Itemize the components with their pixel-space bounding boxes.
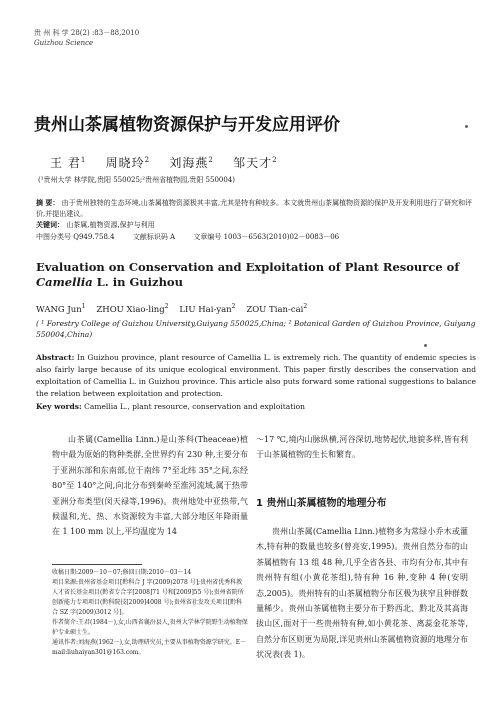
keywords-label: Key words: bbox=[36, 402, 82, 411]
footnote-funding: 项目来源:贵州省基金项目[黔科合 J 字(2009)2078 号];贵州省优秀科教人才省长基金项目(黔省专合字[2008]71 号和[2009]55 号);贵州省院所创新能力专项项目(黔科院技[2009]4008 号);贵州省社发攻关项目[黔科合 SZ 字(2009)3012 号]。 bbox=[52, 579, 244, 616]
author-name: WANG Jun bbox=[36, 304, 82, 315]
chinese-keywords bbox=[36, 220, 155, 230]
keywords-label: 关键词： bbox=[36, 220, 64, 229]
author-name: 王 君 bbox=[50, 156, 81, 170]
chinese-authors: 王 君$^1$ 周晓玲$^2$ 刘海燕$^2$ 邹天才$^2$ bbox=[50, 156, 278, 170]
english-affiliation: ( ¹ Forestry College of Guizhou University,Guiyang 550025,China; ² Botanical Garden of Guizhou Province, Guiyang 550004,China) bbox=[36, 319, 476, 339]
body-left-column: 山茶属(Camellia Linn.)是山茶科(Theaceae)植物中最为原始的物种类群,全世界约有 230 种,主要分布于亚洲东部和东南部,位于南纬 7°至北纬 35°之间,东经 80°至 140°之间,向北分布到秦岭至淮河流域,属于热带亚洲分布类型(闵天禄等,1996)。贵州地处中亚热带,气候温和,光、热、水资源较为丰富,大部分地区年降雨量在 1 100 mm 以上,平均温度为 14 bbox=[52, 435, 248, 537]
footnote-rule bbox=[52, 564, 142, 565]
article-number: 文章编号 1003－6563(2010)02－0083－06 bbox=[193, 233, 340, 241]
chinese-title: 贵州山茶属植物资源保护与开发应用评价 bbox=[34, 115, 340, 135]
footnote-author: 作者简介:王君(1984－),女,山西省襄汾县人,贵州大学林学院野生动植物保护专业硕士生。 bbox=[52, 619, 248, 636]
english-keywords bbox=[36, 402, 305, 411]
section-heading: 1 贵州山茶属植物的地理分布 bbox=[256, 498, 387, 509]
english-authors: WANG Jun$^1$ ZHOU Xiao-ling$^2$ LIU Hai-yan$^2$ ZOU Tian-cai$^2$ bbox=[36, 303, 308, 315]
keywords-text: Camellia L., plant resource, conservation and exploitation bbox=[84, 402, 305, 411]
journal-header bbox=[34, 28, 139, 48]
author-name: 刘海燕 bbox=[169, 156, 209, 170]
author-name: LIU Hai-yan bbox=[179, 304, 232, 315]
classification-line bbox=[36, 232, 355, 242]
author-name: 周晓玲 bbox=[105, 156, 145, 170]
author-name: 邹天才 bbox=[233, 156, 273, 170]
footnote-correspondence: 通讯作者:刘海燕(1962－),女,助理研究员,主要从事植物资源学研究。E－mail:liuhaiyan301@163.com。 bbox=[52, 639, 247, 656]
journal-english-name: Guizhou Science bbox=[34, 39, 94, 47]
chinese-affiliation: (¹贵州大学 林学院,贵阳 550025;²贵州省植物园,贵阳 550004) bbox=[38, 176, 236, 184]
english-abstract bbox=[36, 352, 476, 400]
author-name: ZOU Tian-cai bbox=[246, 304, 304, 315]
keywords-text: 山茶属,植物资源,保护与利用 bbox=[66, 221, 155, 229]
body-right-column-top: ～17 ℃,境内山脉纵横,河谷深切,地势起伏,地貌多样,皆有利于山茶属植物的生长和繁育。 bbox=[256, 435, 468, 460]
margin-dot bbox=[465, 125, 468, 128]
journal-volume-line: 贵 州 科 学 28(2) :83－88,2010 bbox=[34, 29, 140, 37]
author-name: ZHOU Xiao-ling bbox=[96, 304, 165, 315]
english-title: Evaluation on Conservation and Exploitation of Plant Resource of Camellia L. in Guizhou bbox=[36, 260, 460, 289]
abstract-label: 摘 要： bbox=[36, 198, 60, 207]
abstract-text: In Guizhou province, plant resource of Camellia L. is extremely rich. The quantity of endemic species is also fairly large because of its unique ecological environment. This paper firstly describes the conservation and exploitation of Camellia L. in Guizhou province. This article also puts forward some rational suggestions to balance the relation between exploitation and protection. bbox=[36, 353, 477, 398]
clc-number: 中图分类号 Q949.758.4 bbox=[36, 233, 115, 241]
abstract-label: Abstract: bbox=[36, 353, 75, 362]
footnote-received: 收稿日期:2009－10－07;修回日期:2010－03－14 bbox=[52, 569, 192, 576]
margin-dot bbox=[424, 344, 427, 347]
body-right-column-section: 贵州山茶属(Camellia Linn.)植物多为常绿小乔木或灌木,特有种的数量也较多(曾亮安,1995)。贵州自然分布的山茶属植物有 13 组 48 种,几乎全省各县、市均有分布,其中有贵州特有组(小黄花茶组),特有种 16 种,变种 4 种(安明态,2005)。贵州特有的山茶属植物分布区极为狭窄且种群数量稀少。贵州山茶属植物主要分布于黔西北、黔北及其高海拔山区,面对于一些贵州特有种,如小黄花茶、离蕊金花茶等,自然分布区则更为局限,详见贵州山茶属植物资源的地理分布状况表(表 1)。 bbox=[256, 527, 468, 660]
chinese-abstract bbox=[36, 197, 476, 220]
abstract-text: 由于贵州独特的生态环境,山茶属植物资源极其丰富,尤其是特有种较多。本文就贵州山茶属植物资源的保护及开发利用进行了研究和评价,并提出建议。 bbox=[36, 199, 473, 218]
footnotes bbox=[52, 568, 248, 658]
document-code: 文献标识码 A bbox=[132, 233, 176, 241]
